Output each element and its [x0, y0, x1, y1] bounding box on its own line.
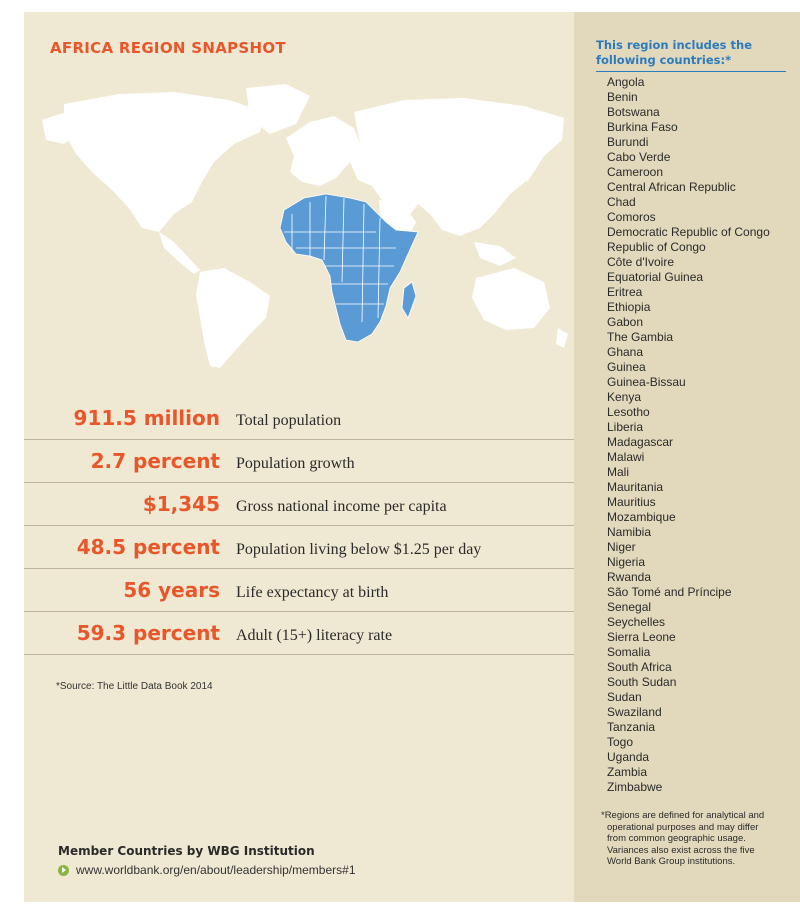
- member-link[interactable]: [58, 863, 356, 877]
- stat-row: [24, 569, 574, 612]
- country-item: Cameroon: [607, 165, 664, 179]
- country-item: Côte d'Ivoire: [607, 255, 674, 269]
- stat-label: Population living below $1.25 per day: [236, 541, 482, 558]
- country-item: Uganda: [607, 750, 650, 764]
- country-item: Rwanda: [607, 570, 652, 584]
- country-item: Swaziland: [607, 705, 662, 719]
- footnote-line: World Bank Group institutions.: [607, 856, 736, 867]
- country-item: Sudan: [607, 690, 642, 704]
- country-item: Senegal: [607, 600, 652, 614]
- country-item: São Tomé and Príncipe: [607, 585, 732, 599]
- stat-value: 2.7 percent: [90, 449, 220, 473]
- stats-table: [24, 397, 574, 655]
- stat-row: [24, 440, 574, 483]
- page-title: AFRICA REGION SNAPSHOT: [50, 39, 286, 57]
- stat-value: 56 years: [123, 578, 220, 602]
- country-item: South Africa: [607, 660, 672, 674]
- country-item: Democratic Republic of Congo: [607, 225, 770, 239]
- country-item: Tanzania: [607, 720, 656, 734]
- stat-row: [24, 483, 574, 526]
- country-item: Lesotho: [607, 405, 650, 419]
- country-item: Equatorial Guinea: [607, 270, 704, 284]
- country-item: Burkina Faso: [607, 120, 678, 134]
- stat-value: 911.5 million: [73, 406, 220, 430]
- country-item: Namibia: [607, 525, 652, 539]
- sidebar-heading: [596, 38, 786, 72]
- country-item: Republic of Congo: [607, 240, 706, 254]
- member-heading: Member Countries by WBG Institution: [58, 844, 315, 858]
- country-item: Cabo Verde: [607, 150, 671, 164]
- stat-row: [24, 612, 574, 655]
- country-item: Niger: [607, 540, 636, 554]
- stat-value: $1,345: [142, 492, 220, 516]
- country-item: Madagascar: [607, 435, 674, 449]
- country-item: Eritrea: [607, 285, 643, 299]
- country-item: Angola: [607, 75, 645, 89]
- country-item: Mali: [607, 465, 630, 479]
- stat-value: 59.3 percent: [76, 621, 220, 645]
- stat-value: 48.5 percent: [76, 535, 220, 559]
- country-item: Guinea: [607, 360, 646, 374]
- sidebar-footnote: [601, 810, 797, 868]
- country-item: Benin: [607, 90, 638, 104]
- stat-label: Gross national income per capita: [236, 498, 447, 515]
- africa-world-map-icon: [24, 82, 574, 372]
- country-item: Seychelles: [607, 615, 666, 629]
- country-item: Comoros: [607, 210, 656, 224]
- stat-label: Total population: [236, 412, 342, 429]
- country-item: Mauritania: [607, 480, 664, 494]
- stat-row: [24, 397, 574, 440]
- country-item: Guinea-Bissau: [607, 375, 686, 389]
- country-item: Zambia: [607, 765, 648, 779]
- country-item: Ghana: [607, 345, 644, 359]
- footnote-line: *Regions are defined for analytical and: [601, 810, 765, 821]
- stat-row: [24, 526, 574, 569]
- country-item: Botswana: [607, 105, 660, 119]
- snapshot-page: [24, 12, 800, 902]
- sidebar-heading-line: following countries:*: [596, 53, 732, 67]
- countries-sidebar: [574, 12, 800, 902]
- country-item: Kenya: [607, 390, 642, 404]
- country-item: Ethiopia: [607, 300, 651, 314]
- country-item: Togo: [607, 735, 634, 749]
- country-item: Somalia: [607, 645, 651, 659]
- arrow-right-icon: [58, 865, 69, 876]
- sidebar-heading-line: This region includes the: [596, 38, 752, 52]
- country-list: [607, 75, 770, 795]
- member-link-text[interactable]: www.worldbank.org/en/about/leadership/members#1: [76, 863, 356, 877]
- stat-label: Adult (15+) literacy rate: [236, 627, 393, 644]
- country-item: Central African Republic: [607, 180, 736, 194]
- country-item: Mauritius: [607, 495, 656, 509]
- footnote-line: Variances also exist across the five: [607, 844, 755, 856]
- country-item: Chad: [607, 195, 636, 209]
- stat-label: Life expectancy at birth: [236, 584, 389, 601]
- country-item: South Sudan: [607, 675, 677, 689]
- footnote-line: operational purposes and may differ: [607, 821, 759, 833]
- country-item: Sierra Leone: [607, 630, 676, 644]
- country-item: Mozambique: [607, 510, 676, 524]
- country-item: Malawi: [607, 450, 645, 464]
- footnote-line: from common geographic usage.: [607, 833, 746, 844]
- stat-label: Population growth: [236, 455, 355, 472]
- country-item: Nigeria: [607, 555, 646, 569]
- source-note: *Source: The Little Data Book 2014: [56, 681, 213, 692]
- country-item: Liberia: [607, 420, 644, 434]
- country-item: Burundi: [607, 135, 649, 149]
- country-item: The Gambia: [607, 330, 674, 344]
- country-item: Zimbabwe: [607, 780, 663, 794]
- country-item: Gabon: [607, 315, 644, 329]
